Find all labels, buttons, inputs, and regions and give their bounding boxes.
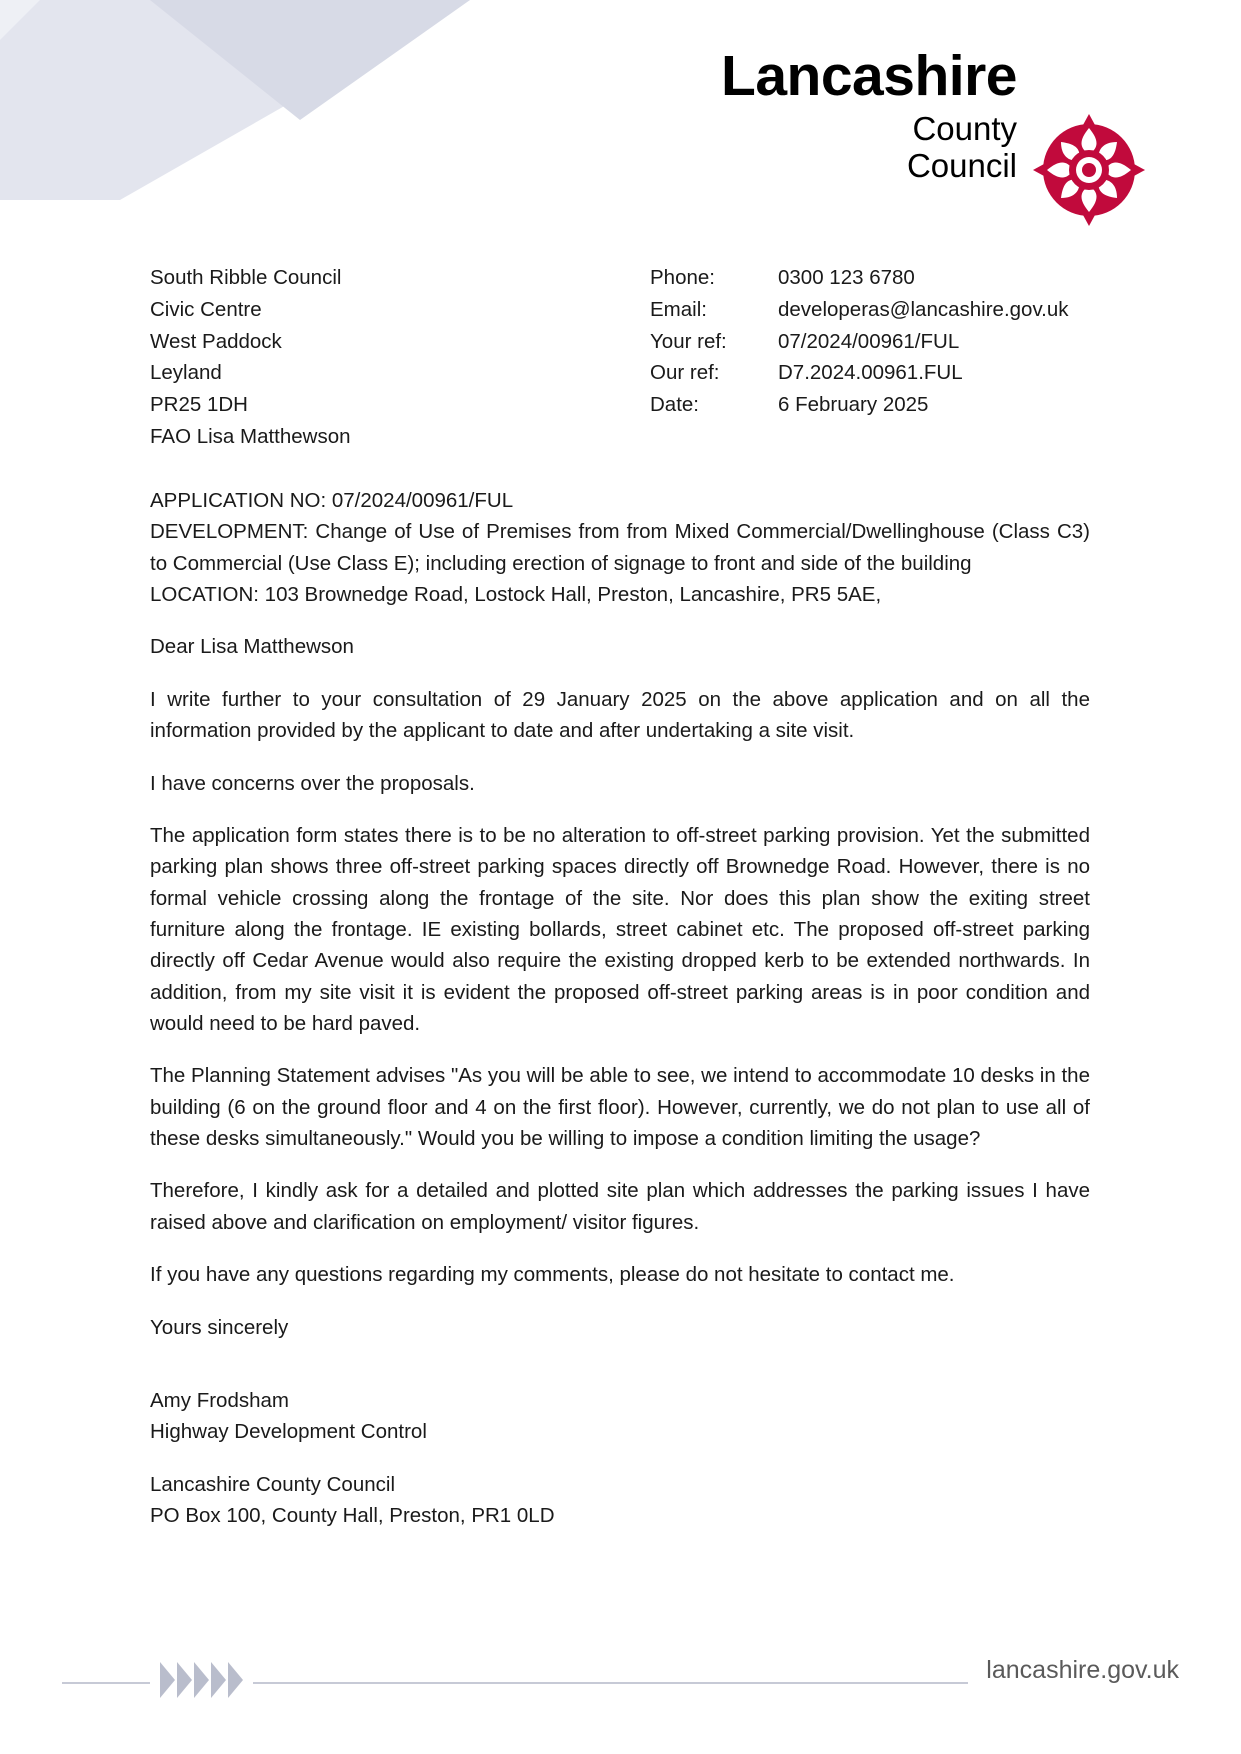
- meta-value: D7.2024.00961.FUL: [778, 361, 963, 385]
- logo-line-lancashire: Lancashire: [721, 44, 1017, 108]
- organisation-name: Lancashire County Council: [150, 1472, 395, 1496]
- recipient-address: [150, 262, 650, 453]
- signer-role: Highway Development Control: [150, 1420, 427, 1444]
- closing: Yours sincerely: [150, 1315, 289, 1339]
- meta-row-date: [650, 389, 1190, 421]
- lancashire-rose-icon: [1029, 110, 1149, 230]
- meta-value: 07/2024/00961/FUL: [778, 329, 960, 353]
- recipient-line: West Paddock: [150, 329, 282, 353]
- recipient-line: Leyland: [150, 361, 222, 385]
- meta-label: Date:: [650, 393, 699, 417]
- paragraph-5: Therefore, I kindly ask for a detailed and plotted site plan which addresses the parking issues I have raised above and clarification on employment/ visitor figures.: [150, 1179, 1090, 1234]
- meta-row-your-ref: [650, 326, 1190, 358]
- meta-value: 0300 123 6780: [778, 266, 915, 289]
- meta-row-phone: [650, 262, 1190, 294]
- meta-row-our-ref: [650, 357, 1190, 389]
- meta-value: developeras@lancashire.gov.uk: [778, 297, 1069, 321]
- logo-line-council: Council: [906, 147, 1017, 184]
- recipient-line: FAO Lisa Matthewson: [150, 424, 351, 448]
- letter-body: [150, 485, 1090, 1531]
- application-number: APPLICATION NO: 07/2024/00961/FUL: [150, 489, 514, 512]
- signer-name: Amy Frodsham: [150, 1388, 289, 1412]
- logo-line-county: County: [912, 110, 1017, 147]
- meta-value: 6 February 2025: [778, 393, 929, 417]
- location-line: LOCATION: 103 Brownedge Road, Lostock Hall, Preston, Lancashire, PR5 5AE,: [150, 583, 882, 607]
- paragraph-1: I write further to your consultation of 29 January 2025 on the above application and on all the information provided by the applicant to date and after undertaking a site visit.: [150, 687, 1090, 743]
- recipient-line: Civic Centre: [150, 297, 262, 321]
- address-and-meta-block: [150, 262, 1190, 453]
- salutation: Dear Lisa Matthewson: [150, 635, 354, 659]
- footer-website-url[interactable]: lancashire.gov.uk: [968, 1656, 1179, 1685]
- meta-label: Our ref:: [650, 361, 720, 385]
- signature-space: [150, 1364, 1090, 1385]
- paragraph-6: If you have any questions regarding my comments, please do not hesitate to contact me.: [150, 1263, 955, 1287]
- development-description: DEVELOPMENT: Change of Use of Premises from from Mixed Commercial/Dwellinghouse (Class C3) to Commercial (Use Class E); including erection of signage to front and side of the building: [150, 520, 1090, 575]
- decorative-envelope-graphic: [0, 0, 620, 240]
- recipient-line: PR25 1DH: [150, 393, 248, 417]
- paragraph-3: The application form states there is to be no alteration to off-street parking provision. Yet the submitted parking plan shows three off-street parking spaces directly off Brownedge Road. However, there is no formal vehicle crossing along the frontage of the site. Nor does this plan show the exiting street furniture along the frontage. IE existing bollards, street cabinet etc. The proposed off-street parking directly off Cedar Avenue would also require the existing dropped kerb to be extended northwards. In addition, from my site visit it is evident the proposed off-street parking areas is in poor condition and would need to be hard paved.: [150, 823, 1090, 1036]
- meta-label: Email:: [650, 297, 707, 321]
- paragraph-4: The Planning Statement advises "As you will be able to see, we intend to accommodate 10 desks in the building (6 on the ground floor and 4 on the first floor). However, currently, we do not plan to use all of these desks simultaneously." Would you be willing to impose a condition limiting the usage?: [150, 1064, 1090, 1151]
- meta-row-email: [650, 294, 1190, 326]
- letter-meta: [650, 262, 1190, 421]
- organisation-address: PO Box 100, County Hall, Preston, PR1 0LD: [150, 1503, 555, 1527]
- paragraph-2: I have concerns over the proposals.: [150, 771, 475, 795]
- logo-wordmark: [721, 44, 1017, 184]
- chevron-decoration-icon: [150, 1662, 253, 1698]
- recipient-line: South Ribble Council: [150, 266, 342, 289]
- meta-label: Your ref:: [650, 329, 727, 353]
- page-footer: [0, 1656, 1241, 1716]
- meta-label: Phone:: [650, 266, 715, 289]
- lancashire-county-council-logo: [721, 44, 1149, 208]
